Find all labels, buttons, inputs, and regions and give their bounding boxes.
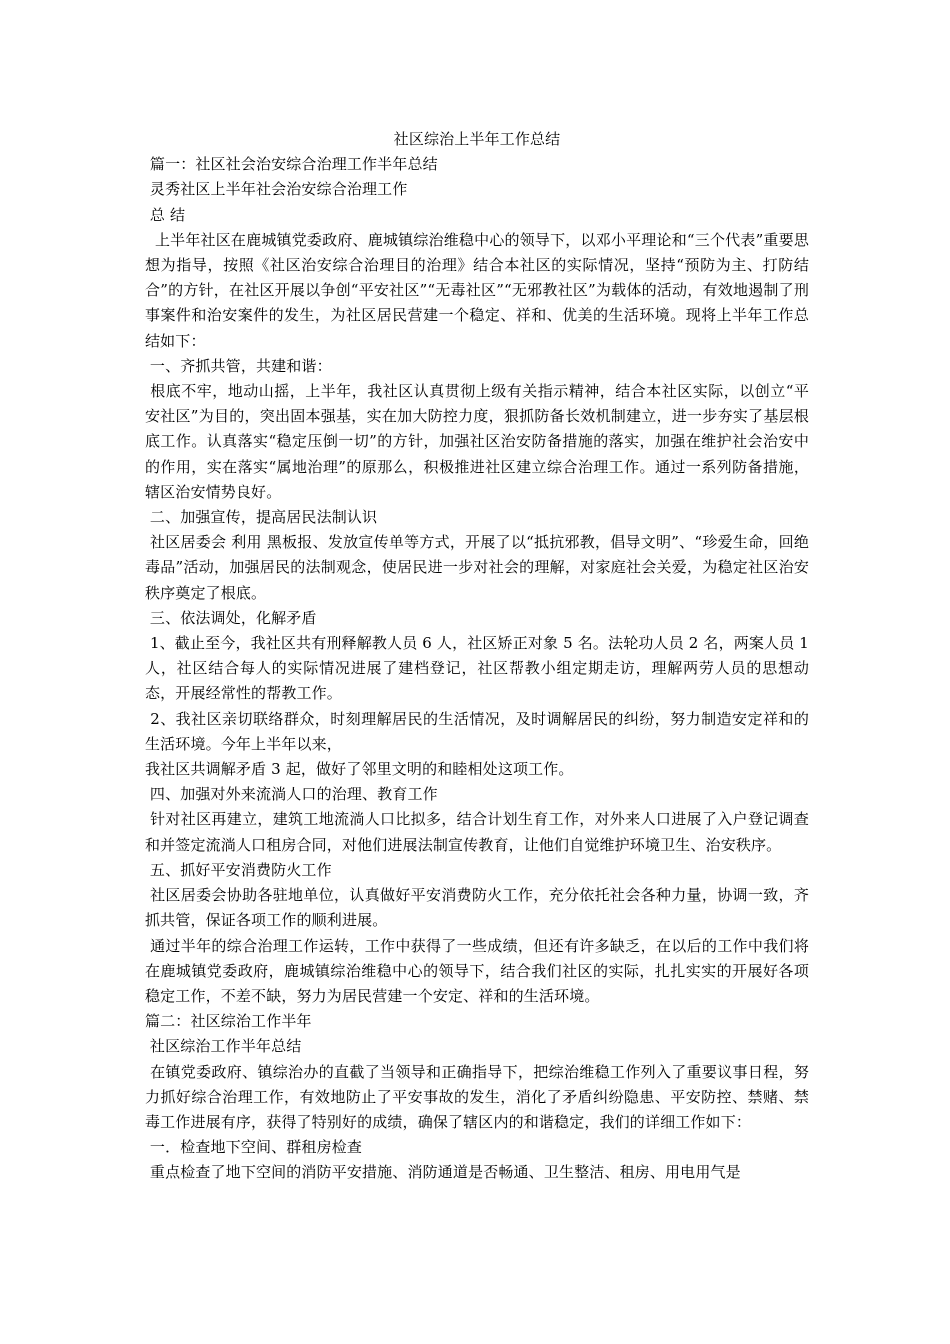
paragraph: 1、截止至今，我社区共有刑释解教人员 6 人，社区矫正对象 5 名。法轮功人员 2 名，两案人员 1 人，社区结合每人的实际情况进展了建档登记，社区帮教小组定期走访，理解两劳人员的思想动态，开展经常性的帮教工作。: [145, 634, 814, 703]
document-body: [145, 127, 814, 1186]
paragraph: 通过半年的综合治理工作运转，工作中获得了一些成绩，但还有许多缺乏，在以后的工作中我们将在鹿城镇党委政府，鹿城镇综治维稳中心的领导下，结合我们社区的实际，扎扎实实的开展好各项稳定工作，不差不缺，努力为居民营建一个安定、祥和的生活环境。: [145, 936, 809, 1005]
paragraph: 二、加强宣传，提高居民法制认识: [145, 508, 378, 527]
paragraph: 我社区共调解矛盾 3 起，做好了邻里文明的和睦相处这项工作。: [145, 760, 574, 779]
paragraph: 三、依法调处，化解矛盾: [145, 608, 317, 627]
document-title: 社区综治上半年工作总结: [393, 130, 561, 148]
paragraph: 社区综治工作半年总结: [145, 1037, 302, 1056]
paragraph-list: [145, 152, 814, 1185]
paragraph: 一．检查地下空间、群租房检查: [145, 1138, 363, 1157]
paragraph: 重点检查了地下空间的消防平安措施、消防通道是否畅通、卫生整洁、租房、用电用气是: [145, 1163, 741, 1182]
paragraph: 2、我社区亲切联络群众，时刻理解居民的生活情况，及时调解居民的纠纷，努力制造安定祥和的生活环境。今年上半年以来，: [145, 709, 810, 753]
paragraph: 四、加强对外来流淌人口的治理、教育工作: [145, 785, 438, 804]
paragraph: 一、齐抓共管，共建和谐：: [145, 356, 332, 375]
paragraph: 篇一：社区社会治安综合治理工作半年总结: [145, 155, 438, 174]
paragraph: 根底不牢，地动山摇，上半年，我社区认真贯彻上级有关指示精神，结合本社区实际，以创立“平安社区”为目的，突出固本强基，实在加大防控力度，狠抓防备长效机制建立，进一步夯实了基层根底工作。认真落实“稳定压倒一切”的方针，加强社区治安防备措施的落实，加强在维护社会治安中的作用，实在落实“属地治理”的原那么，积极推进社区建立综合治理工作。通过一系列防备措施，辖区治安情势良好。: [145, 382, 810, 501]
paragraph: 灵秀社区上半年社会治安综合治理工作: [145, 180, 408, 199]
paragraph: 在镇党委政府、镇综治办的直截了当领导和正确指导下，把综治维稳工作列入了重要议事日程，努力抓好综合治理工作，有效地防止了平安事故的发生，消化了矛盾纠纷隐患、平安防控、禁赌、禁毒工作进展有序，获得了特别好的成绩，确保了辖区内的和谐稳定，我们的详细工作如下：: [145, 1062, 809, 1131]
paragraph: 总 结: [145, 205, 186, 224]
paragraph: 社区居委会 利用 黑板报、发放宣传单等方式，开展了以“抵抗邪教，倡导文明”、“珍爱生命，回绝毒品”活动，加强居民的法制观念，使居民进一步对社会的理解，对家庭社会关爱，为稳定社区治安秩序奠定了根底。: [145, 533, 810, 602]
paragraph: 社区居委会协助各驻地单位，认真做好平安消费防火工作，充分依托社会各种力量，协调一致，齐抓共管，保证各项工作的顺利进展。: [145, 886, 809, 930]
paragraph: 五、抓好平安消费防火工作: [145, 860, 332, 879]
paragraph: 上半年社区在鹿城镇党委政府、鹿城镇综治维稳中心的领导下，以邓小平理论和“三个代表”重要思想为指导，按照《社区治安综合治理目的治理》结合本社区的实际情况，坚持“预防为主、打防结合”的方针，在社区开展以争创“平安社区”“无毒社区”“无邪教社区”为载体的活动，有效地遏制了刑事案件和治安案件的发生，为社区居民营建一个稳定、祥和、优美的生活环境。现将上半年工作总结如下：: [145, 230, 809, 350]
paragraph: 篇二：社区综治工作半年: [145, 1012, 312, 1031]
paragraph: 针对社区再建立，建筑工地流淌人口比拟多，结合计划生育工作，对外来人口进展了入户登记调查和并签定流淌人口租房合同，对他们进展法制宣传教育，让他们自觉维护环境卫生、治安秩序。: [145, 810, 809, 854]
